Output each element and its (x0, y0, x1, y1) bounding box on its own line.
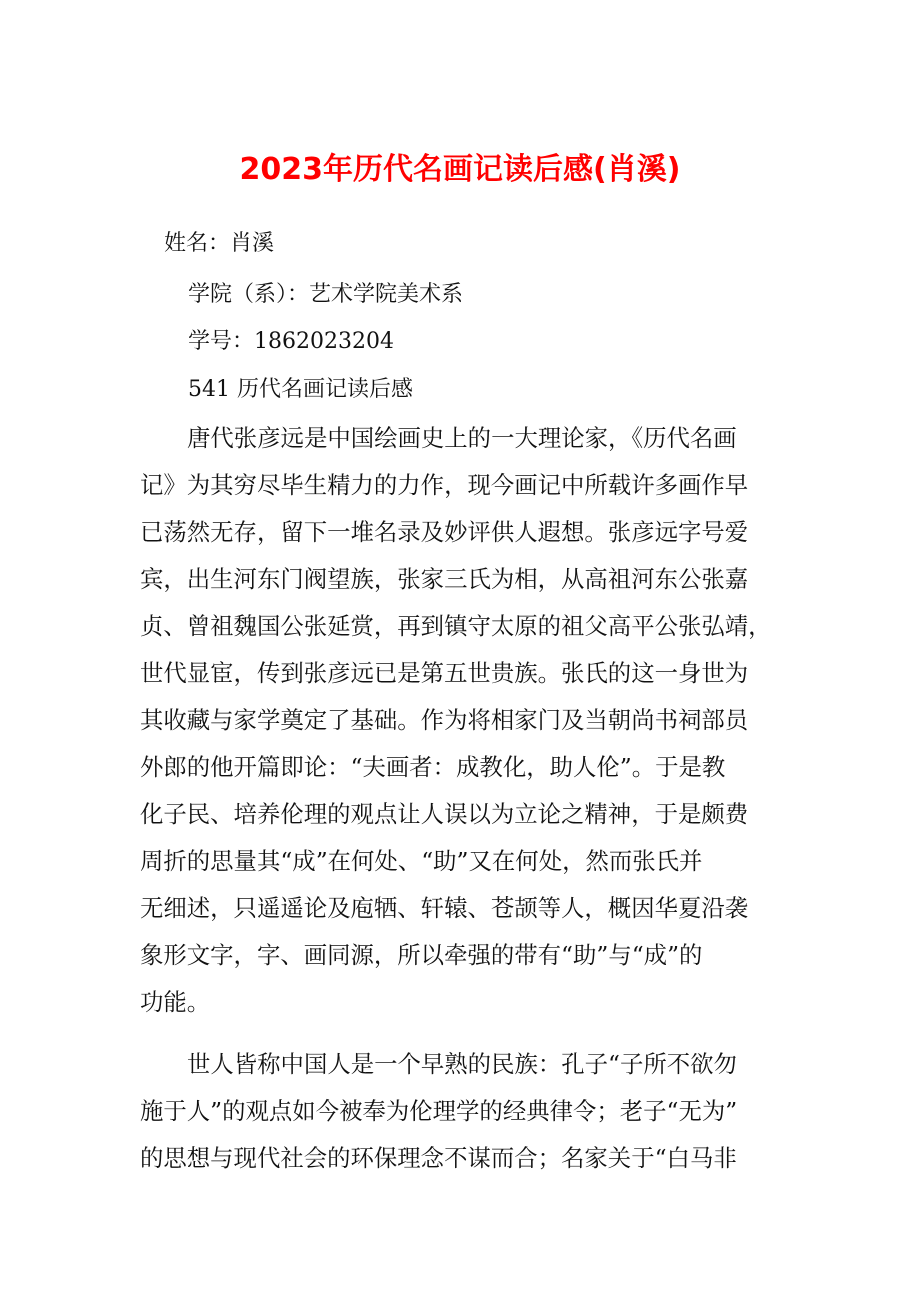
text-line: 其收藏与家学奠定了基础。作为将相家门及当朝尚书祠部员 (140, 706, 749, 734)
text-line: 功能。 (140, 988, 211, 1016)
paragraph-2 (140, 1041, 780, 1182)
text-line: 记》为其穷尽毕生精力的力作，现今画记中所载许多画作早 (140, 471, 749, 499)
text-line: 贞、曾祖魏国公张延赏，再到镇守太原的祖父高平公张弘靖， (140, 612, 772, 640)
essay-heading: 541 历代名画记读后感 (188, 377, 413, 402)
text-line: 唐代张彦远是中国绘画史上的一大理论家，《历代名画 (187, 424, 737, 452)
text-line: 化子民、培养伦理的观点让人误以为立论之精神，于是颇费 (140, 800, 749, 828)
student-id: 学号：1862023204 (188, 329, 394, 354)
text-line: 施于人”的观点如今被奉为伦理学的经典律令；老子“无为” (140, 1097, 738, 1125)
author-name: 姓名：肖溪 (164, 231, 275, 256)
text-line: 无细述，只遥遥论及庖牺、轩辕、苍颉等人，概因华夏沿袭 (140, 894, 749, 922)
text-line: 周折的思量其“成”在何处、“助”又在何处，然而张氏并 (140, 847, 703, 875)
text-line: 世代显宦，传到张彦远已是第五世贵族。张氏的这一身世为 (140, 659, 749, 687)
text-line: 宾，出生河东门阀望族，张家三氏为相，从高祖河东公张嘉 (140, 565, 749, 593)
document-title: 2023年历代名画记读后感(肖溪) (239, 152, 681, 187)
text-line: 外郎的他开篇即论：“夫画者：成教化，助人伦”。于是教 (140, 753, 726, 781)
text-line: 已荡然无存，留下一堆名录及妙评供人遐想。张彦远字号爱 (140, 518, 749, 546)
text-line: 世人皆称中国人是一个早熟的民族：孔子“子所不欲勿 (187, 1050, 737, 1078)
paragraph-1 (140, 415, 780, 1026)
text-line: 的思想与现代社会的环保理念不谋而合；名家关于“白马非 (140, 1144, 737, 1172)
author-college: 学院（系）：艺术学院美术系 (188, 282, 464, 307)
text-line: 象形文字，字、画同源，所以牵强的带有“助”与“成”的 (140, 941, 703, 969)
